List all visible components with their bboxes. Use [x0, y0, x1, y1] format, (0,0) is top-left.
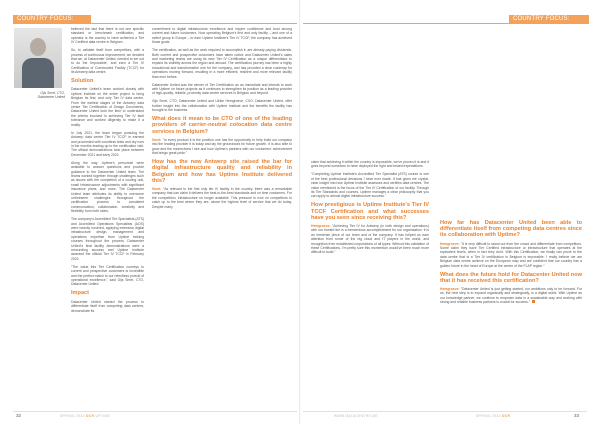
question-heading: What does the future hold for Datacenter United now that it has received this certification?	[440, 271, 582, 284]
caption-name: Gijs Smet, CTO,	[40, 91, 65, 95]
speaker-label: Hemgroeve:	[440, 241, 460, 246]
right-page-number: 33	[574, 413, 580, 418]
speaker-label: Hemgroeve:	[311, 224, 331, 229]
speaker-label: Smet:	[152, 186, 162, 191]
paragraph	[440, 287, 582, 305]
left-footer-rule	[13, 411, 297, 412]
speaker-label: Hemgroeve:	[440, 287, 460, 292]
paragraph: Datacenter United was the winner of Tier Certification as an immediate and intends to work with Uptime on future projects as it continues to strengthen its position as a leading provider of high-quality, reliable, proximity data centre services in Belgium and beyond.	[152, 82, 292, 96]
article-column-1	[71, 27, 144, 317]
right-section-label: COUNTRY FOCUS: BELGIUM	[509, 15, 589, 24]
paragraph	[152, 138, 292, 156]
paragraph: The certification, as well as the work required to accomplish it, are already paying dividends. Both current and prospective customers have taken notice and Datacenter United's sales and marketing teams are using its new Tier IV Certification as a unique differentiator to expand its visibility across the region and abroad. The certification journey has been a highly educational and transformative one for the company, and has provided a clear roadmap for operations moving forward, resulting in a more efficient, resilient and more relevant facility than ever before.	[152, 48, 292, 79]
question-heading: What does it mean to be CTO of one of the leading providers of carrier-neutral colocation data centre services in Belgium?	[152, 116, 292, 135]
caption-org: Datacenter United	[37, 95, 65, 100]
paragraph: believed the fact that there is not one specific standard or benchmark certification, and operator is the country to have achieved a Tier IV Certified data centre in Belgium.	[71, 27, 144, 45]
left-header-rule	[13, 23, 297, 24]
right-footer-text	[476, 412, 510, 420]
paragraph: The company's Accredited Tier Specialists (ATS) and Accredited Operations Specialists (AOS) were heavily involved, applying extensive digital infrastructure design, management and operations expertise from Uptime training courses throughout the process. Datacenter United's final facility demonstrations were a resounding success and Uptime Institute awarded the official Tier IV TCCF in February 2022.	[71, 217, 144, 261]
paragraph	[152, 187, 292, 209]
paragraph	[440, 242, 582, 268]
article-column-3	[311, 160, 429, 258]
paragraph: "Completing Uptime Institute's Accredited Tier Specialist (ATS) course is one of the best professional decisions I have ever made. It has given me crystal-clear insight into how Uptime Institute assesses and certifies data centres. The value mentioned is the focus of the Tier IV Certification of our facility. Through its Tier Standards and courses, Uptime manages a clear philosophy that you can apply to almost digital infrastructure success."	[311, 172, 429, 199]
right-footer-url: WWW.DATACENTRE.ME	[334, 414, 378, 418]
left-footer-text	[60, 412, 110, 420]
speaker-label: Smet:	[152, 137, 162, 142]
answer-text: "It is very difficult to stand out from the crowd and differentiate from competitors. Some claim they have Tier Certified infrastructure or infrastructure that operates at the equivalent levels, when in fact they don't. With this Certification, we finally can prove to the data centre that is a Tier IV certification in Belgium is impossible. I really believe we are Belgium data centre achieve on the European map and are confident that our country has a golden future in the heart of Europe at the centre of the FLAP region."	[440, 241, 582, 268]
article-column-2	[152, 27, 292, 213]
answer-text: "As relevant to the first only tier IV facility in the country, there was a remarkable company that can claim it delivers the best-in-the-best standards and on time customers. For the competition, infrastructure no longer available. This pressure is now on competitors to catch up to the best where they are, above the highest level of service that we do today. Despite many	[152, 186, 292, 209]
photo-caption	[10, 91, 65, 99]
paragraph: claim that achieving it within the country is impossible, we've proven it is and it goes beyond ourselves to have deployed the right and tested expectations.	[311, 160, 429, 169]
answer-text: "Achieving Tier IV for Antwerp (in both design and operations) with our trusted tier is a tremendous accomplishment for our organisation. It is an immense piece of our team and of the company. It has helped us earn attention from some of the big cloud and IT players in the world, and recognition from established corporations of all types. Without this validation of these Certifications, I'm pretty sure this momentum would've been much more difficult to build."	[311, 224, 429, 255]
portrait-body	[22, 58, 54, 88]
paragraph: Datacenter United's team worked closely with Uptime Institute on the entire project to bring Belgium its first, and only Tier IV data centre. From the earliest stages of the Antwerp data centre Tier Certification of Design Documents, Datacenter United took the time to understand the criteria involved in achieving Tier IV fault tolerance and worked diligently to make it a reality.	[71, 87, 144, 127]
end-of-article-icon	[532, 300, 535, 303]
paragraph: Gijs Smet, CTO, Datacenter United and Ulrike Hemgroeve, CXO, Datacenter United, offer further insight into the collaboration with Uptime Institute and the benefits the facility has brought to the business.	[152, 99, 292, 113]
question-heading: How far has Datacenter United been able to differentiate itself from competing data centres since its collaboration with Uptime?	[440, 220, 582, 239]
answer-text: "In every product it is the position one has the opportunity to help build our company into the leading provider it is today and lay the groundwork for future growth. It is also able to grow and the connections I see and how Uptime's partners with our customers' achievement that brings great pride."	[152, 137, 292, 156]
paragraph: commitment to digital infrastructure excellence and inspire confidence and trust among current and future customers. Now operating Belgium's first and only facility – and one of a select group in Europe – to earn Uptime Institute's Tier IV TCCF, the company has achieved those goals.	[152, 27, 292, 45]
paragraph: "The value this Tier Certification conveys to current and prospective customers is incredible and the perfect match to our relentless pursuit of operational excellence," said Gijs Smet, CTO, Datacenter United.	[71, 264, 144, 287]
paragraph: Datacenter United started the process to differentiate itself from competing data centres, demonstrate its	[71, 299, 144, 313]
page-fold	[299, 0, 301, 424]
portrait-head	[30, 38, 46, 56]
paragraph: So, to validate itself from competitors, with a process of continuous improvement, we decided that we, at Datacenter United, needed to set out to do the 'impossible', and earn a Tier IV Certification of Constructed Facility (TCCF) for its Antwerp data centre.	[71, 48, 144, 75]
left-page-number: 32	[16, 413, 22, 418]
right-footer-brand: DCR	[502, 414, 511, 418]
question-heading: How prestigious is Uptime Institute's Tier IV TCCF Certification and what successes have you seen since receiving this?	[311, 202, 429, 221]
subheading-solution: Solution	[71, 78, 94, 85]
paragraph	[311, 224, 429, 255]
subheading-impact: Impact	[71, 290, 90, 297]
paragraph: Along the way, Uptime's personnel were available to answer questions and provide guidance to the Datacenter United team. The teams worked together through challenges such as issues with the completion of a cooling unit, small infrastructure adjustments with significant insurance plans, and more. The Datacenter United team attributes its ability to overcome unforeseen challenges throughout the certification process to consistent communication, collaboration, creativity and flexibility from both sides.	[71, 160, 144, 214]
right-header-rule	[303, 23, 587, 24]
portrait-photo	[14, 28, 62, 88]
left-footer-brand: DCR	[86, 414, 95, 418]
right-footer-issue: SPRING 2024	[476, 414, 501, 418]
question-heading: How has the new Antwerp site raised the bar for digital infrastructure quality and reliability in Belgium and how has Uptime Institute delivered this?	[152, 159, 292, 184]
left-section-label: COUNTRY FOCUS:	[13, 15, 91, 24]
answer-text: "Datacenter United is just getting started, our ambitions only to be forward. For us, the next step is to expand organically and strategically, in a digital world. With Uptime as our knowledge partner, we continue to empower data in a sustainable way and working with strong and reliable business partners is crucial for success."	[440, 287, 582, 305]
paragraph: In July 2021, the team began pursuing the Antwerp data centre Tier IV TCCF in earnest and proceeded with countless tests and dry runs in the months leading up to the certification visit. The official demonstrations took place between December 2021 and early 2022.	[71, 130, 144, 157]
left-footer-issue: SPRING 2024	[60, 414, 85, 418]
article-column-4	[440, 218, 582, 308]
left-footer-section: UPTIME	[95, 414, 111, 418]
